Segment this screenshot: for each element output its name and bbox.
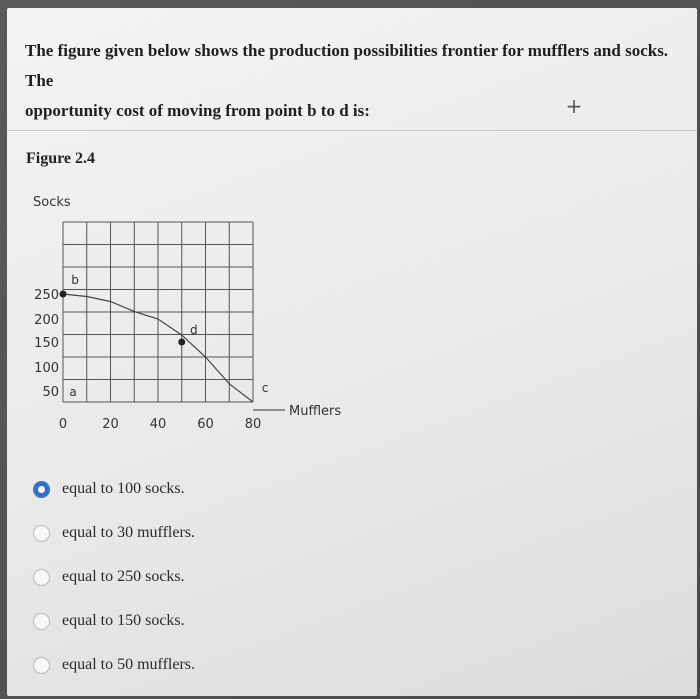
radio-button[interactable] — [33, 525, 50, 542]
radio-button[interactable] — [33, 569, 50, 586]
answer-option-3[interactable] — [33, 562, 393, 592]
point-label-c: c — [261, 381, 269, 395]
x-axis-label: Mufflers — [289, 404, 342, 419]
y-tick-label: 200 — [34, 313, 59, 328]
radio-button[interactable] — [33, 613, 50, 630]
radio-button[interactable] — [33, 481, 50, 498]
x-tick-label: 0 — [58, 417, 68, 432]
answer-option-1[interactable] — [33, 474, 393, 504]
x-tick-label: 80 — [244, 417, 262, 432]
y-tick-label: 250 — [34, 288, 59, 303]
answer-label: equal to 150 socks. — [62, 612, 185, 629]
x-tick-label: 20 — [102, 417, 119, 432]
x-tick-label: 40 — [149, 417, 167, 432]
question-line-2: opportunity cost of moving from point b to d is: — [25, 101, 370, 120]
answer-option-2[interactable] — [33, 518, 393, 548]
answer-label: equal to 50 mufflers. — [62, 656, 196, 673]
answer-label: equal to 30 mufflers. — [62, 524, 196, 541]
answer-option-4[interactable] — [33, 606, 393, 636]
question-card — [7, 8, 697, 696]
answer-label: equal to 100 socks. — [62, 480, 185, 497]
ppf-chart — [25, 186, 385, 446]
plus-icon[interactable]: + — [565, 94, 583, 118]
answer-label: equal to 250 socks. — [62, 568, 185, 585]
divider — [7, 130, 697, 131]
x-tick-label: 60 — [197, 417, 214, 432]
radio-button[interactable] — [33, 657, 50, 674]
y-tick-label: 150 — [34, 336, 59, 351]
y-tick-label: 100 — [34, 361, 59, 376]
y-tick-label: 50 — [42, 385, 59, 400]
point-label-d: d — [189, 323, 198, 337]
point-label-b: b — [71, 273, 79, 287]
point-d — [178, 339, 185, 346]
y-axis-label: Socks — [33, 195, 71, 210]
point-b — [60, 291, 67, 298]
question-text — [25, 36, 685, 126]
figure-title: Figure 2.4 — [26, 150, 96, 167]
answer-option-5[interactable] — [33, 650, 393, 680]
point-label-a: a — [69, 385, 77, 399]
question-line-1: The figure given below shows the production possibilities frontier for mufflers and socks. The — [25, 41, 669, 90]
